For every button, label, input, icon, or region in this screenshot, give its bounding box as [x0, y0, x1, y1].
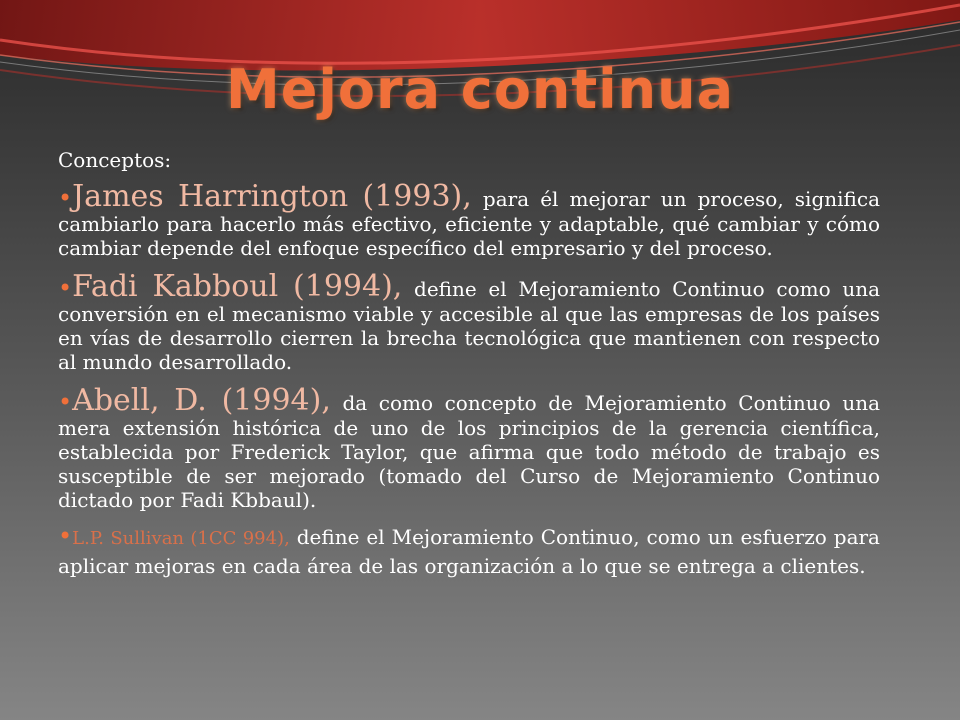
bullet-icon: • [58, 274, 73, 302]
bullet-icon: • [58, 522, 73, 550]
bullet-item-harrington [58, 179, 880, 260]
bullet-icon: • [58, 388, 73, 416]
author-name: Abell, D. (1994), [72, 383, 331, 418]
bullet-item-abell [58, 383, 880, 512]
bullet-icon: • [58, 184, 73, 212]
item-text: da como concepto de Mejoramiento Continuo una mera extensión histórica de uno de los principios de la gerencia científica, establecida por Frederick Taylor, que afirma que todo método de trabajo es susceptible de ser mejorado (tomado del Curso de Mejoramiento Continuo dictado por Fadi Kbbaul). [58, 391, 880, 512]
bullet-item-kabboul [58, 269, 880, 374]
item-text: para él mejorar un proceso, significa cambiarlo para hacerlo más efectivo, eficiente y adaptable, qué cambiar y cómo cambiar depende del enfoque específico del empresario y del proceso. [58, 187, 880, 260]
author-name: James Harrington (1993), [72, 179, 472, 214]
item-text: define el Mejoramiento Continuo, como un esfuerzo para aplicar mejoras en cada área de las organización a lo que se entrega a clientes. [58, 525, 880, 578]
author-name: Fadi Kabboul (1994), [72, 269, 403, 304]
item-text: define el Mejoramiento Continuo como una conversión en el mecanismo viable y accesible al que las empresas de los países en vías de desarrollo cierren la brecha tecnológica que mantienen con respecto al mundo desarrollado. [58, 277, 880, 374]
slide-body [58, 148, 880, 590]
concepts-heading: Conceptos: [58, 148, 172, 172]
bullet-item-sullivan [58, 524, 880, 578]
author-name: L.P. Sullivan (1CC 994), [72, 528, 290, 549]
slide-title: Mejora continua [225, 58, 735, 121]
